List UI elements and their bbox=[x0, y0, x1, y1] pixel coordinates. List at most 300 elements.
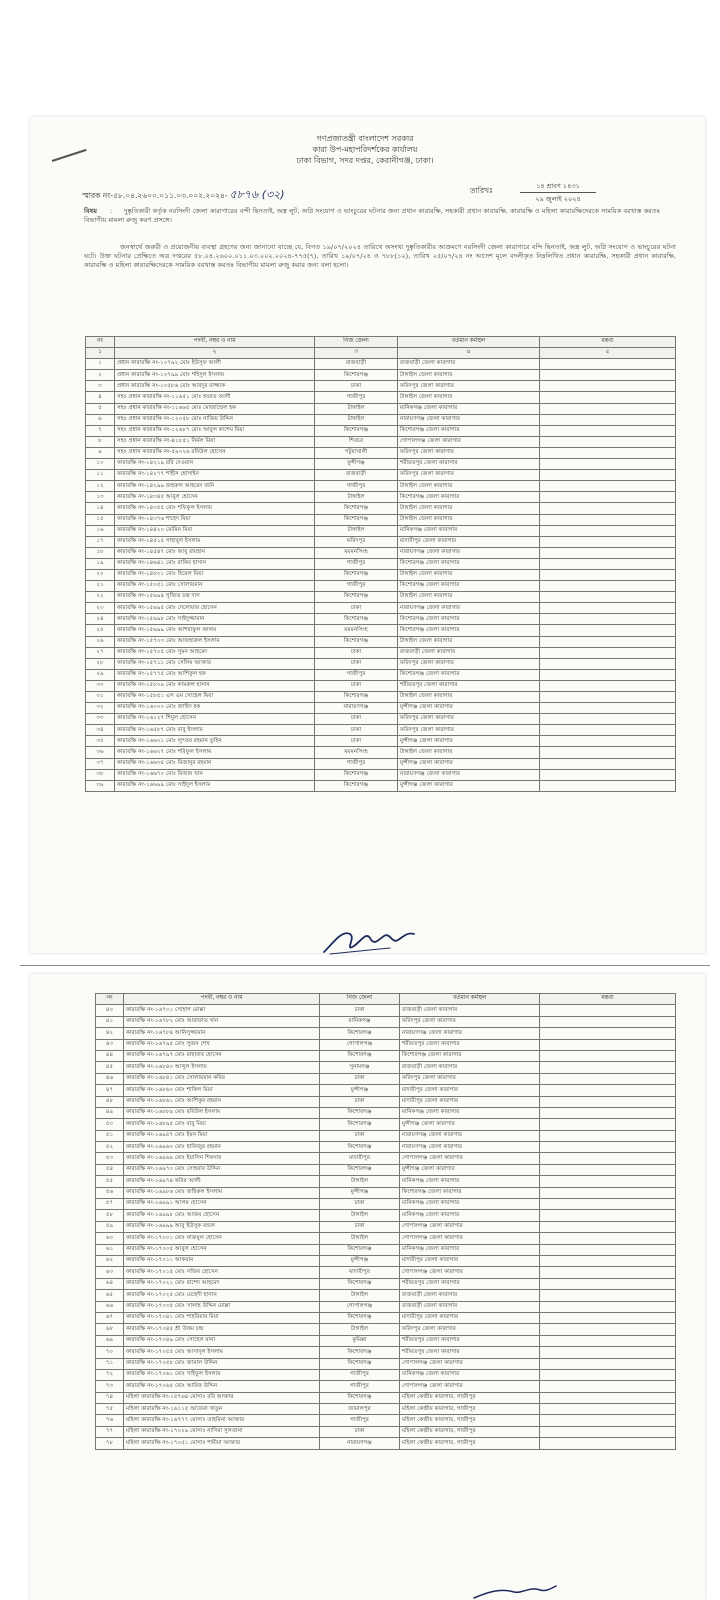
cell-serial: ৭৭ bbox=[96, 1426, 124, 1437]
cell-rank-number-name: কারারক্ষি নং-১৬৬২৭ মোঃ শরিফুল ইসলাম bbox=[115, 747, 315, 758]
cell-current-workplace: রাজবাড়ী জেলা কারাগার bbox=[400, 1062, 540, 1073]
cell-home-district: ময়মনসিংহ bbox=[315, 747, 398, 758]
cell-remarks bbox=[540, 1438, 676, 1449]
cell-rank-number-name: কারারক্ষি নং-১৬৬৭০ মোঃ মিজান খান bbox=[115, 769, 315, 780]
cell-current-workplace: গোপালগঞ্জ জেলা কারাগার bbox=[400, 1153, 540, 1164]
col-header-workplace: বর্তমান কর্মস্থল bbox=[398, 337, 540, 348]
col-header-remarks: মন্তব্য bbox=[540, 337, 676, 348]
cell-remarks bbox=[540, 747, 676, 758]
memo-reference bbox=[82, 186, 285, 205]
cell-serial: ৪৭ bbox=[96, 1085, 124, 1096]
table-row bbox=[96, 1324, 676, 1335]
cell-rank-number-name: সহঃ প্রধান কারারক্ষি নং-৫৯০২৬ রবিউল হোসেন bbox=[115, 447, 315, 458]
cell-remarks bbox=[540, 1062, 676, 1073]
cell-rank-number-name: কারারক্ষি নং-১৬৯৯৯ আবু ইউসুফ মন্ডল bbox=[124, 1221, 320, 1232]
cell-remarks bbox=[540, 1404, 676, 1415]
cell-home-district: কিশোরগঞ্জ bbox=[315, 780, 398, 791]
cell-home-district: টাঙ্গাইল bbox=[315, 403, 398, 414]
cell-serial: ৫৭ bbox=[96, 1199, 124, 1210]
table-row bbox=[96, 1392, 676, 1403]
cell-serial: ২৮ bbox=[86, 658, 115, 669]
cell-home-district: ময়মনসিংহ bbox=[315, 625, 398, 636]
cell-rank-number-name: মহিলা কারারক্ষি নং-১৬১১৫ আফেরা খাতুন bbox=[124, 1404, 320, 1415]
cell-serial: ৪২ bbox=[96, 1028, 124, 1039]
cell-current-workplace: ফরিদপুর জেলা কারাগার bbox=[398, 447, 540, 458]
table-row bbox=[96, 1085, 676, 1096]
cell-home-district: কিশোরগঞ্জ bbox=[320, 1119, 400, 1130]
cell-current-workplace: টাঙ্গাইল জেলা কারাগার bbox=[398, 392, 540, 403]
cell-serial: ৭৫ bbox=[96, 1404, 124, 1415]
cell-home-district: জামালপুর bbox=[320, 1404, 400, 1415]
cell-serial: ৩৭ bbox=[86, 758, 115, 769]
staff-table-page-2 bbox=[95, 993, 676, 1450]
cell-remarks bbox=[540, 503, 676, 514]
cell-home-district: ঢাকা bbox=[315, 603, 398, 614]
cell-remarks bbox=[540, 692, 676, 703]
table-row bbox=[96, 1119, 676, 1130]
cell-home-district: ঢাকা bbox=[320, 1199, 400, 1210]
cell-home-district: কিশোরগঞ্জ bbox=[315, 636, 398, 647]
cell-current-workplace: কিশোরগঞ্জ জেলা কারাগার bbox=[400, 1187, 540, 1198]
cell-serial: ৩ bbox=[86, 381, 115, 392]
table-row bbox=[86, 459, 676, 470]
cell-home-district: ঢাকা bbox=[315, 736, 398, 747]
subject-label: বিষয় bbox=[84, 207, 97, 215]
cell-serial: ৭০ bbox=[96, 1347, 124, 1358]
cell-current-workplace: মহিলা কেন্দ্রীয় কারাগার, গাজীপুর bbox=[400, 1392, 540, 1403]
cell-rank-number-name: কারারক্ষি নং-১৬৮৪১ মোঃ সোলায়মান কবির bbox=[124, 1073, 320, 1084]
cell-serial: ৩৪ bbox=[86, 725, 115, 736]
cell-remarks bbox=[540, 1199, 676, 1210]
cell-rank-number-name: কারারক্ষি নং-১৬৯৬৯ মোঃ ইয়াসিন শিকদার bbox=[124, 1153, 320, 1164]
cell-home-district: কিশোরগঞ্জ bbox=[315, 370, 398, 381]
cell-rank-number-name: কারারক্ষি নং-১৭০৫৮ মোঃ জামাল উদ্দিন bbox=[124, 1358, 320, 1369]
col-number: ২ bbox=[115, 348, 315, 359]
cell-rank-number-name: কারারক্ষি নং-১৫৬৯৯ মোঃ আশরাফুল আলম bbox=[115, 625, 315, 636]
table-row bbox=[86, 558, 676, 569]
cell-current-workplace: টাঙ্গাইল জেলা কারাগার bbox=[398, 514, 540, 525]
cell-home-district: শিবচর bbox=[315, 436, 398, 447]
cell-rank-number-name: কারারক্ষি নং-১৫৮০৯ মোঃ কামরুল হাসান bbox=[115, 680, 315, 691]
cell-home-district: কিশোরগঞ্জ bbox=[315, 503, 398, 514]
cell-rank-number-name: কারারক্ষি নং-১৬৬০১ মোঃ লুৎফর রহমান তুহিন bbox=[115, 736, 315, 747]
memo-ref-prefix: স্মারক নং-৫৮.০৪.২৬০০.০১১.০৩.০০২.২০২৪- bbox=[82, 191, 228, 200]
cell-rank-number-name: কারারক্ষি নং-১৪২১৯ রবি দেওয়ান bbox=[115, 459, 315, 470]
cell-home-district: গাজীপুর bbox=[315, 758, 398, 769]
cell-rank-number-name: কারারক্ষি নং-১৫৭০৩ মোঃ আজহারুল ইসলাম bbox=[115, 636, 315, 647]
cell-serial: ২৪ bbox=[86, 614, 115, 625]
table-row bbox=[86, 592, 676, 603]
cell-rank-number-name: মহিলা কারারক্ষি নং-১৭০২৯ মোসাঃ নাসিমা সুলতানা bbox=[124, 1426, 320, 1437]
cell-serial: ৭৮ bbox=[96, 1438, 124, 1449]
cell-remarks bbox=[540, 1119, 676, 1130]
staff-table-page-1 bbox=[85, 336, 676, 792]
cell-current-workplace: মহিলা কেন্দ্রীয় কারাগার, গাজীপুর bbox=[400, 1438, 540, 1449]
cell-remarks bbox=[540, 1142, 676, 1153]
cell-current-workplace: মাদারীপুর জেলা কারাগার bbox=[400, 1255, 540, 1266]
cell-serial: ৫৪ bbox=[96, 1164, 124, 1175]
cell-serial: ৪৬ bbox=[96, 1073, 124, 1084]
cell-rank-number-name: কারারক্ষি নং-১৬৮৮৯ মোঃ রবিউল ইসলাম bbox=[124, 1107, 320, 1118]
cell-serial: ১৭ bbox=[86, 536, 115, 547]
cell-remarks bbox=[540, 725, 676, 736]
cell-rank-number-name: কারারক্ষি নং-১৪২৭৭ শাহীন হোসাইন bbox=[115, 470, 315, 481]
cell-current-workplace: টাঙ্গাইল জেলা কারাগার bbox=[398, 592, 540, 603]
cell-remarks bbox=[540, 703, 676, 714]
cell-home-district: ঢাকা bbox=[320, 1130, 400, 1141]
col-number: ৫ bbox=[540, 348, 676, 359]
cell-rank-number-name: কারারক্ষি নং-১৭০৪৯ মোঃ সোহেল রানা bbox=[124, 1335, 320, 1346]
cell-remarks bbox=[540, 603, 676, 614]
cell-rank-number-name: কারারক্ষি নং-১৭০৬১ মোঃ সাইফুল ইসলাম bbox=[124, 1369, 320, 1380]
table-row bbox=[96, 1233, 676, 1244]
table-row bbox=[86, 703, 676, 714]
cell-remarks bbox=[540, 581, 676, 592]
cell-rank-number-name: কারারক্ষি নং-১৭০৪১ মোঃ শাহরিয়ার মিয়া bbox=[124, 1312, 320, 1323]
cell-current-workplace: মহিলা কেন্দ্রীয় কারাগার, গাজীপুর bbox=[400, 1404, 540, 1415]
cell-current-workplace: শরীয়তপুর জেলা কারাগার bbox=[400, 1278, 540, 1289]
cell-serial: ৫১ bbox=[96, 1130, 124, 1141]
cell-home-district: নারায়ণগঞ্জ bbox=[320, 1438, 400, 1449]
cell-serial: ৭১ bbox=[96, 1358, 124, 1369]
cell-current-workplace: টাঙ্গাইল জেলা কারাগার bbox=[398, 503, 540, 514]
cell-serial: ২৫ bbox=[86, 625, 115, 636]
cell-rank-number-name: কারারক্ষি নং-১৫৭৭৫ মোঃ আশিকুল হক bbox=[115, 669, 315, 680]
table-row bbox=[96, 1312, 676, 1323]
cell-home-district: টাঙ্গাইল bbox=[315, 525, 398, 536]
cell-home-district: কিশোরগঞ্জ bbox=[315, 769, 398, 780]
cell-current-workplace: নারায়ণগঞ্জ জেলা কারাগার bbox=[398, 414, 540, 425]
cell-serial: ৩০ bbox=[86, 680, 115, 691]
cell-home-district: ঢাকা bbox=[320, 1221, 400, 1232]
table-row bbox=[86, 569, 676, 580]
cell-remarks bbox=[540, 1153, 676, 1164]
cell-serial: ৬০ bbox=[96, 1233, 124, 1244]
cell-home-district: টাঙ্গাইল bbox=[320, 1290, 400, 1301]
cell-rank-number-name: সহঃ প্রধান কারারক্ষি নং-১২০৫৮ মোঃ নাজিম উদ্দিন bbox=[115, 414, 315, 425]
col-header-serial: নং bbox=[96, 994, 124, 1005]
cell-remarks bbox=[540, 736, 676, 747]
table-row bbox=[86, 514, 676, 525]
table-header-row bbox=[86, 337, 676, 348]
cell-home-district: ময়মনসিংহ bbox=[315, 547, 398, 558]
cell-rank-number-name: কারারক্ষি নং-১৬৬৩৫ মোঃ মিজানুর রহমান bbox=[115, 758, 315, 769]
table-row bbox=[96, 1369, 676, 1380]
cell-current-workplace: শরীয়তপুর জেলা কারাগার bbox=[400, 1335, 540, 1346]
cell-remarks bbox=[540, 1221, 676, 1232]
cell-remarks bbox=[540, 614, 676, 625]
cell-serial: ১৫ bbox=[86, 514, 115, 525]
cell-remarks bbox=[540, 392, 676, 403]
cell-remarks bbox=[540, 1290, 676, 1301]
cell-remarks bbox=[540, 1005, 676, 1016]
cell-home-district: কিশোরগঞ্জ bbox=[315, 514, 398, 525]
staff-table-body-page-1 bbox=[86, 359, 676, 792]
cell-serial: ৫৯ bbox=[96, 1221, 124, 1232]
cell-serial: ৬৫ bbox=[96, 1290, 124, 1301]
cell-serial: ১২ bbox=[86, 481, 115, 492]
cell-rank-number-name: কারারক্ষি নং-১৬৯৭৪ কবির আলী bbox=[124, 1176, 320, 1187]
cell-remarks bbox=[540, 547, 676, 558]
cell-current-workplace: মহিলা কেন্দ্রীয় কারাগার, গাজীপুর bbox=[400, 1415, 540, 1426]
cell-remarks bbox=[540, 414, 676, 425]
cell-serial: ৫২ bbox=[96, 1142, 124, 1153]
cell-remarks bbox=[540, 1381, 676, 1392]
cell-current-workplace: ফরিদপুর জেলা কারাগার bbox=[398, 714, 540, 725]
table-row bbox=[96, 1039, 676, 1050]
cell-remarks bbox=[540, 470, 676, 481]
cell-rank-number-name: কারারক্ষি নং-১৭০৫৫ মোঃ আসাদুল ইসলাম bbox=[124, 1347, 320, 1358]
cell-serial: ৩৬ bbox=[86, 747, 115, 758]
cell-home-district: গাজীপুর bbox=[320, 1415, 400, 1426]
cell-rank-number-name: কারারক্ষি নং-১৭০৩৫ মোঃ সালাহ উদ্দিন মোল্লা bbox=[124, 1301, 320, 1312]
memo-date-english: ২৯ জুলাই ২০২৪ bbox=[535, 195, 581, 203]
cell-home-district: সুনামগঞ্জ bbox=[320, 1062, 400, 1073]
table-row bbox=[86, 636, 676, 647]
col-number: ৪ bbox=[398, 348, 540, 359]
cell-rank-number-name: মহিলা কারারক্ষি নং-১৬৭৭৭ মোসাঃ তাহমিনা আক্তার bbox=[124, 1415, 320, 1426]
cell-remarks bbox=[540, 1255, 676, 1266]
cell-rank-number-name: কারারক্ষি নং-১৭০২৫ মোঃ মেহেদী হাসান bbox=[124, 1290, 320, 1301]
cell-current-workplace: মাদারীপুর জেলা কারাগার bbox=[400, 1312, 540, 1323]
cell-home-district: কিশোরগঞ্জ bbox=[320, 1358, 400, 1369]
cell-remarks bbox=[540, 1267, 676, 1278]
cell-home-district: কিশোরগঞ্জ bbox=[320, 1392, 400, 1403]
cell-serial: ২২ bbox=[86, 592, 115, 603]
table-row bbox=[86, 481, 676, 492]
cell-serial: ১ bbox=[86, 359, 115, 370]
cell-remarks bbox=[540, 1130, 676, 1141]
table-row bbox=[96, 1426, 676, 1437]
cell-rank-number-name: কারারক্ষি নং-১৬৯৭০ মোঃ সোহরাব উদ্দিন bbox=[124, 1164, 320, 1175]
page-separator bbox=[20, 965, 710, 966]
cell-current-workplace: ফরিদপুর জেলা কারাগার bbox=[398, 381, 540, 392]
cell-home-district: কিশোরগঞ্জ bbox=[315, 692, 398, 703]
cell-rank-number-name: কারারক্ষি নং-১৭০২১ মোঃ রাশেদ আহমেদ bbox=[124, 1278, 320, 1289]
cell-rank-number-name: কারারক্ষি নং-১৬৮৬০ মোঃ শাকিল মিয়া bbox=[124, 1085, 320, 1096]
cell-current-workplace: মানিকগঞ্জ জেলা কারাগার bbox=[400, 1176, 540, 1187]
cell-home-district: টাঙ্গাইল bbox=[315, 414, 398, 425]
table-row bbox=[86, 614, 676, 625]
cell-remarks bbox=[540, 636, 676, 647]
cell-serial: ১৯ bbox=[86, 558, 115, 569]
cell-home-district: কিশোরগঞ্জ bbox=[320, 1050, 400, 1061]
cell-home-district: টাঙ্গাইল bbox=[320, 1233, 400, 1244]
table-row bbox=[96, 1415, 676, 1426]
cell-remarks bbox=[540, 1358, 676, 1369]
cell-home-district: রাজবাড়ী bbox=[315, 470, 398, 481]
signature bbox=[320, 922, 420, 958]
cell-serial: ৪৮ bbox=[96, 1096, 124, 1107]
table-row bbox=[96, 1244, 676, 1255]
table-row bbox=[86, 758, 676, 769]
cell-current-workplace: নারায়ণগঞ্জ জেলা কারাগার bbox=[400, 1130, 540, 1141]
col-header-serial: নং bbox=[86, 337, 115, 348]
cell-remarks bbox=[540, 1016, 676, 1027]
cell-remarks bbox=[540, 1085, 676, 1096]
cell-serial: ২৭ bbox=[86, 647, 115, 658]
cell-remarks bbox=[540, 1369, 676, 1380]
cell-remarks bbox=[540, 1096, 676, 1107]
cell-rank-number-name: কারারক্ষি নং-১৬৮৬১ মোঃ আশিকুর রহমান bbox=[124, 1096, 320, 1107]
cell-remarks bbox=[540, 569, 676, 580]
cell-rank-number-name: কারারক্ষি নং-১৪৬৪১ মোঃ রাকিব হাসান bbox=[115, 558, 315, 569]
cell-remarks bbox=[540, 425, 676, 436]
cell-rank-number-name: কারারক্ষি নং-১৪৫৪৭ মোঃ আবু রায়হান bbox=[115, 547, 315, 558]
cell-rank-number-name: প্রধান কারারক্ষি নং-১০৭৯২ মোঃ ইউসুফ আলী bbox=[115, 359, 315, 370]
cell-serial: ২০ bbox=[86, 569, 115, 580]
cell-rank-number-name: মহিলা কারারক্ষি নং-১৭০৫১ মোসাঃ শামীমা আক্তার bbox=[124, 1438, 320, 1449]
cell-remarks bbox=[540, 381, 676, 392]
table-row bbox=[86, 503, 676, 514]
cell-remarks bbox=[540, 1415, 676, 1426]
cell-remarks bbox=[540, 669, 676, 680]
table-row bbox=[86, 647, 676, 658]
cell-home-district: মুন্সীগঞ্জ bbox=[320, 1255, 400, 1266]
memo-date-label: তারিখঃ bbox=[470, 186, 493, 195]
cell-rank-number-name: কারারক্ষি নং-১৬৯৬০ মোঃ হাফিজুর রহমান bbox=[124, 1142, 320, 1153]
table-row bbox=[86, 536, 676, 547]
cell-rank-number-name: কারারক্ষি নং-১৪৩৭৬ শাহেদ মিয়া bbox=[115, 514, 315, 525]
cell-remarks bbox=[540, 1039, 676, 1050]
cell-current-workplace: কিশোরগঞ্জ জেলা কারাগার bbox=[398, 425, 540, 436]
cell-rank-number-name: কারারক্ষি নং-১৫০৫১ মোঃ সোলায়মান bbox=[115, 581, 315, 592]
cell-serial: ৩৮ bbox=[86, 769, 115, 780]
cell-remarks bbox=[540, 1187, 676, 1198]
cell-remarks bbox=[540, 714, 676, 725]
cell-rank-number-name: কারারক্ষি নং-১৫৬৯৫ মোঃ দেলোয়ার হোসেন bbox=[115, 603, 315, 614]
cell-home-district: ঢাকা bbox=[320, 1426, 400, 1437]
cell-remarks bbox=[540, 680, 676, 691]
cell-serial: ৯ bbox=[86, 447, 115, 458]
cell-home-district: কিশোরগঞ্জ bbox=[320, 1244, 400, 1255]
cell-serial: ১০ bbox=[86, 459, 115, 470]
cell-remarks bbox=[540, 1050, 676, 1061]
cell-rank-number-name: কারারক্ষি নং-১৫৬৯৮ মোঃ সাইদুজ্জামান bbox=[115, 614, 315, 625]
cell-serial: ৪৩ bbox=[96, 1039, 124, 1050]
cell-current-workplace: মানিকগঞ্জ জেলা কারাগার bbox=[400, 1369, 540, 1380]
cell-current-workplace: নারায়ণগঞ্জ জেলা কারাগার bbox=[400, 1142, 540, 1153]
cell-current-workplace: টাঙ্গাইল জেলা কারাগার bbox=[398, 747, 540, 758]
col-header-home-district: নিজ জেলা bbox=[315, 337, 398, 348]
cell-remarks bbox=[540, 370, 676, 381]
cell-remarks bbox=[540, 536, 676, 547]
table-row bbox=[96, 1187, 676, 1198]
cell-rank-number-name: কারারক্ষি নং-১৬০০০ মোঃ জাহিদ হক bbox=[115, 703, 315, 714]
cell-home-district: ঢাকা bbox=[320, 1005, 400, 1016]
cell-home-district: ঢাকা bbox=[320, 1073, 400, 1084]
cell-serial: ৫৫ bbox=[96, 1176, 124, 1187]
cell-remarks bbox=[540, 1107, 676, 1118]
subject-text: দুষ্কৃতিকারী কর্তৃক নরসিংদী জেলা কারাগারের বন্দী ছিনতাই, অস্ত্র লুট, অগ্নি সংযোগ ও ভাংচুরের ঘটনার জন্য প্রধান কারারক্ষি, সহকারী প্রধান কারারক্ষি, কারারক্ষি ও মহিলা কারারক্ষিদেরকে সাময়িক বরখাস্ত করতঃ বিভাগীয় মামলা রুজু করণ প্রসঙ্গে। bbox=[84, 207, 661, 224]
cell-home-district: গাজীপুর bbox=[315, 581, 398, 592]
cell-home-district: টাঙ্গাইল bbox=[315, 492, 398, 503]
cell-current-workplace: মাদারীপুর জেলা কারাগার bbox=[398, 536, 540, 547]
table-row bbox=[86, 669, 676, 680]
cell-home-district: ঢাকা bbox=[315, 647, 398, 658]
cell-remarks bbox=[540, 1233, 676, 1244]
cell-serial: ৩৯ bbox=[86, 780, 115, 791]
cell-current-workplace: মাদারীপুর জেলা কারাগার bbox=[400, 1096, 540, 1107]
table-row bbox=[96, 1073, 676, 1084]
cell-remarks bbox=[540, 403, 676, 414]
cell-serial: ৫৩ bbox=[96, 1153, 124, 1164]
cell-serial: ৭৩ bbox=[96, 1381, 124, 1392]
cell-serial: ৫ bbox=[86, 403, 115, 414]
table-row bbox=[86, 736, 676, 747]
cell-current-workplace: টাঙ্গাইল জেলা কারাগার bbox=[398, 370, 540, 381]
signature-partial bbox=[470, 1582, 560, 1600]
cell-home-district: মাদারীপুর bbox=[320, 1267, 400, 1278]
memo-date bbox=[470, 186, 493, 198]
cell-home-district: টাঙ্গাইল bbox=[320, 1324, 400, 1335]
cell-serial: ৩৫ bbox=[86, 736, 115, 747]
table-row bbox=[96, 1176, 676, 1187]
col-header-remarks: মন্তব্য bbox=[540, 994, 676, 1005]
cell-rank-number-name: কারারক্ষি নং-১৭০০৫ আবুল হোসেন bbox=[124, 1244, 320, 1255]
cell-serial: ৬৮ bbox=[96, 1324, 124, 1335]
cell-serial: ৮ bbox=[86, 436, 115, 447]
cell-remarks bbox=[540, 592, 676, 603]
cell-serial: ১৬ bbox=[86, 525, 115, 536]
cell-rank-number-name: কারারক্ষি নং-১৬৭০১ সোহাগ মোল্লা bbox=[124, 1005, 320, 1016]
cell-home-district: কিশোরগঞ্জ bbox=[320, 1278, 400, 1289]
cell-remarks bbox=[540, 625, 676, 636]
cell-serial: ৬৬ bbox=[96, 1301, 124, 1312]
cell-serial: ৭৪ bbox=[96, 1392, 124, 1403]
cell-current-workplace: নারায়ণগঞ্জ জেলা কারাগার bbox=[398, 769, 540, 780]
cell-serial: ২ bbox=[86, 370, 115, 381]
cell-home-district: পটুয়াখালী bbox=[315, 447, 398, 458]
cell-current-workplace: কিশোরগঞ্জ জেলা কারাগার bbox=[398, 558, 540, 569]
letterhead-line-office: কারা উপ-মহাপরিদর্শকের কার্যালয় bbox=[312, 145, 418, 154]
cell-home-district: মাদারীপুর bbox=[320, 1153, 400, 1164]
cell-rank-number-name: কারারক্ষি নং-১৭০৪৫ শ্রী উত্তম চন্দ্র bbox=[124, 1324, 320, 1335]
cell-current-workplace: ফরিদপুর জেলা কারাগার bbox=[398, 658, 540, 669]
cell-remarks bbox=[540, 758, 676, 769]
cell-rank-number-name: কারারক্ষি নং-১৭০১৫ মোঃ সজিব হোসেন bbox=[124, 1267, 320, 1278]
table-row bbox=[86, 769, 676, 780]
cell-current-workplace: কিশোরগঞ্জ জেলা কারাগার bbox=[400, 1050, 540, 1061]
cell-remarks bbox=[540, 1301, 676, 1312]
cell-home-district: কিশোরগঞ্জ bbox=[315, 425, 398, 436]
cell-serial: ৪৯ bbox=[96, 1107, 124, 1118]
table-row bbox=[86, 625, 676, 636]
cell-rank-number-name: কারারক্ষি নং-১৬৭৮২ মোঃ আরাফাত খান bbox=[124, 1016, 320, 1027]
cell-remarks bbox=[540, 1324, 676, 1335]
cell-current-workplace: মহিলা কেন্দ্রীয় কারাগার, গাজীপুর bbox=[400, 1426, 540, 1437]
cell-home-district: টাঙ্গাইল bbox=[320, 1210, 400, 1221]
cell-current-workplace: মুন্সীগঞ্জ জেলা কারাগার bbox=[400, 1164, 540, 1175]
cell-remarks bbox=[540, 780, 676, 791]
table-row bbox=[86, 370, 676, 381]
table-row bbox=[96, 1267, 676, 1278]
cell-home-district: গাজীপুর bbox=[315, 669, 398, 680]
cell-current-workplace: গোপালগঞ্জ জেলা কারাগার bbox=[398, 436, 540, 447]
cell-current-workplace: মুন্সীগঞ্জ জেলা কারাগার bbox=[398, 758, 540, 769]
cell-remarks bbox=[540, 658, 676, 669]
cell-serial: ৬১ bbox=[96, 1244, 124, 1255]
cell-rank-number-name: কারারক্ষি নং-১৬৭৮৪ আনিসুজ্জামান bbox=[124, 1028, 320, 1039]
col-header-home-district: নিজ জেলা bbox=[320, 994, 400, 1005]
table-row bbox=[96, 1016, 676, 1027]
cell-current-workplace: মানিকগঞ্জ জেলা কারাগার bbox=[400, 1210, 540, 1221]
cell-serial: ৬২ bbox=[96, 1255, 124, 1266]
cell-remarks bbox=[540, 1278, 676, 1289]
col-number: ১ bbox=[86, 348, 115, 359]
cell-current-workplace: মুন্সীগঞ্জ জেলা কারাগার bbox=[398, 736, 540, 747]
cell-rank-number-name: কারারক্ষি নং-১৪৮০১ মোঃ হিমেল মিয়া bbox=[115, 569, 315, 580]
